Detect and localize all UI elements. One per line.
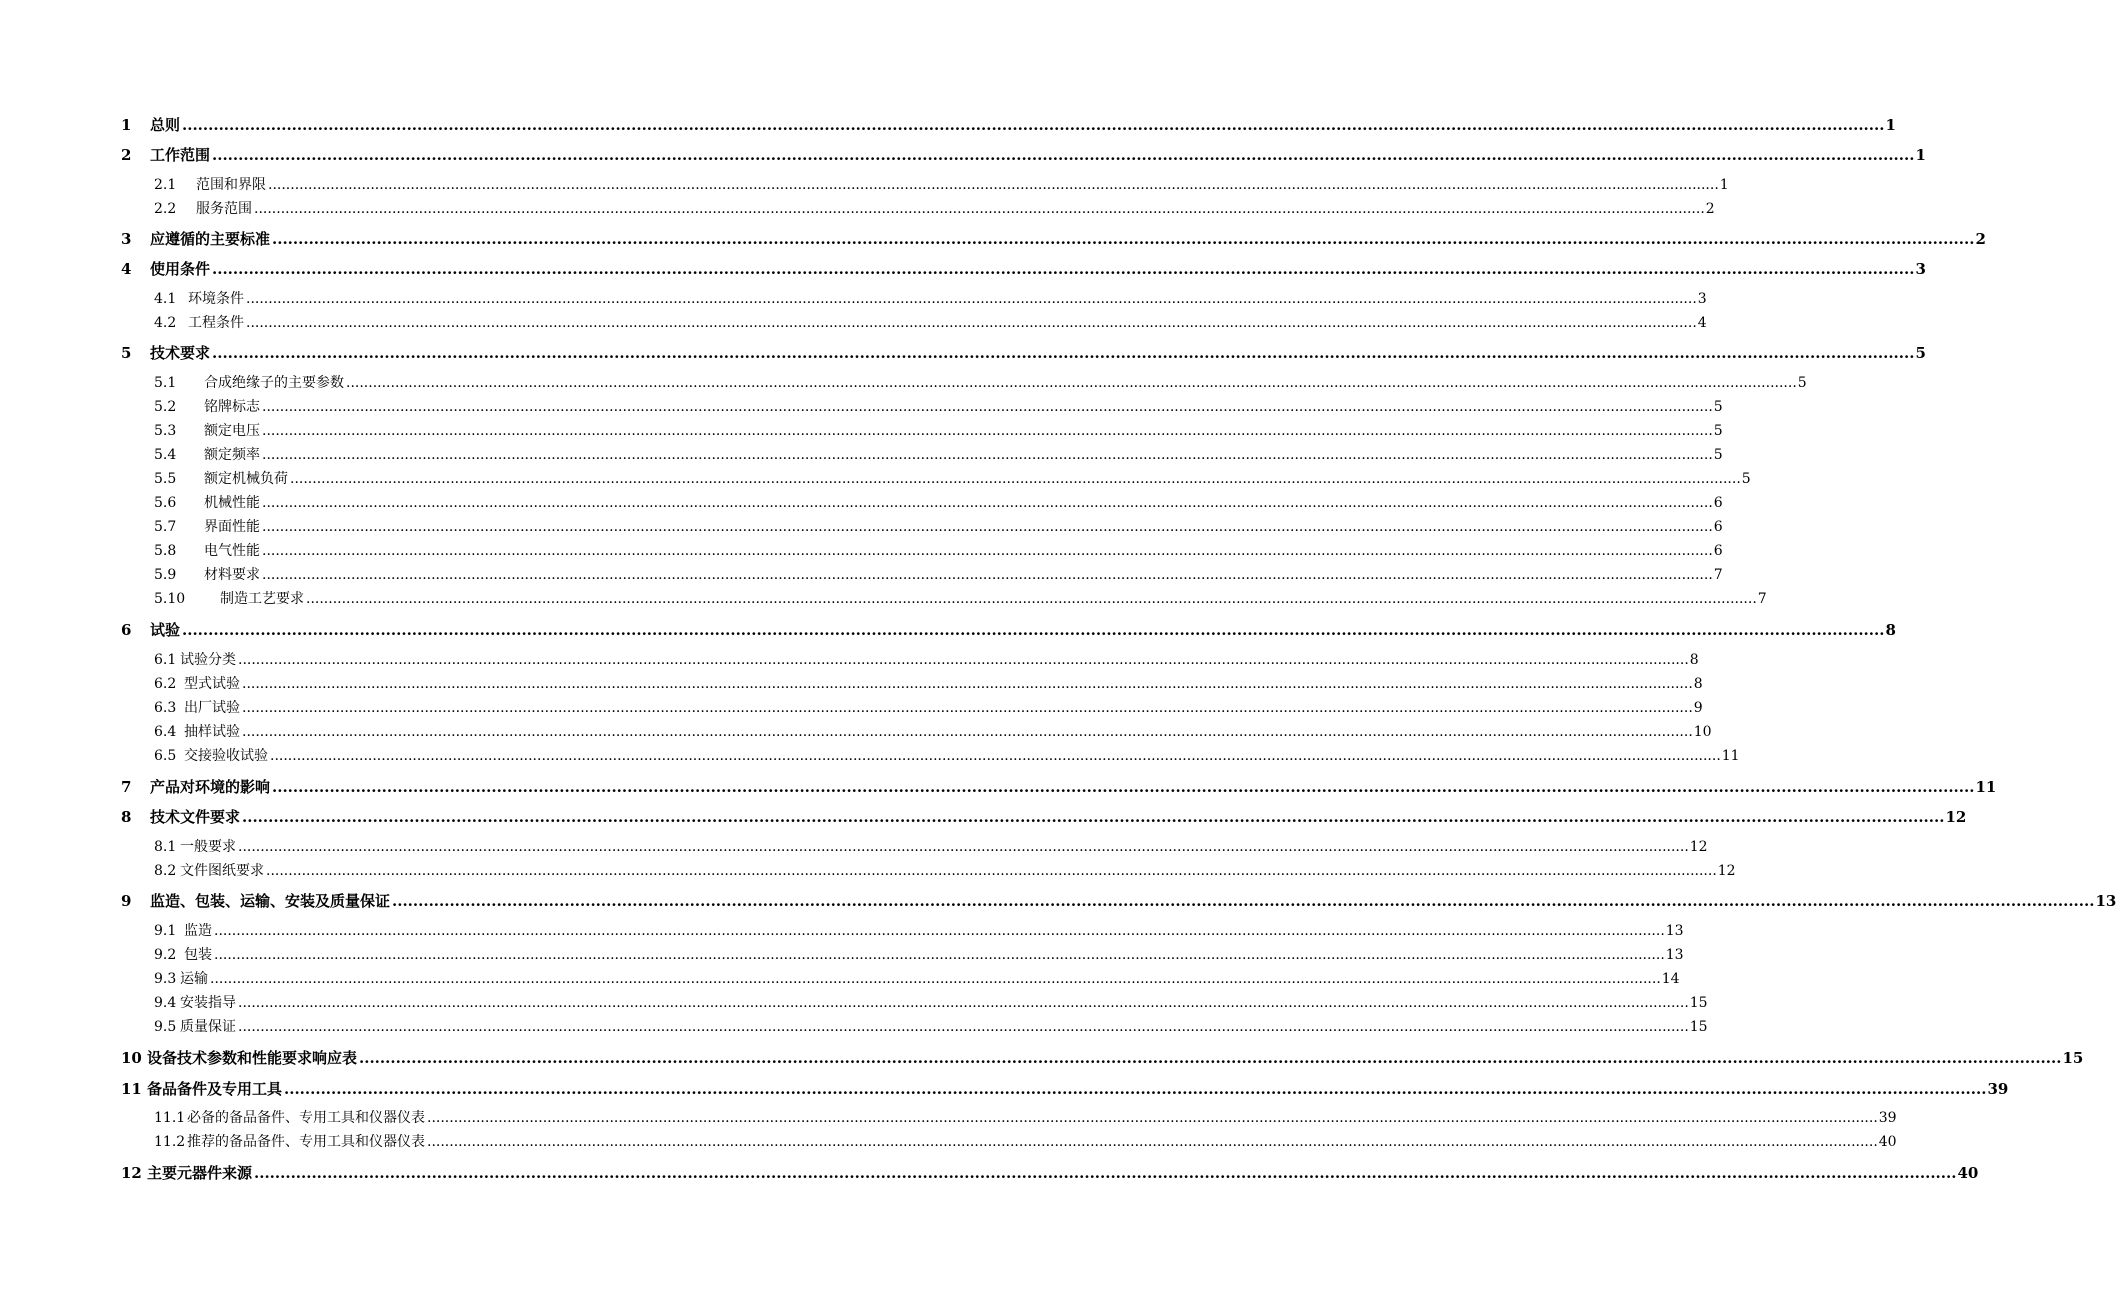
toc-section[interactable] xyxy=(0,444,1723,466)
toc-page-number: 8 xyxy=(1689,652,1699,668)
toc-number: 9.1 xyxy=(154,923,177,939)
toc-page-number: 5 xyxy=(1713,399,1723,415)
toc-section[interactable] xyxy=(0,673,1703,695)
toc-dot-leader xyxy=(238,1016,1689,1038)
toc-section[interactable] xyxy=(0,288,1707,310)
toc-number: 9.5 xyxy=(154,1019,177,1035)
toc-page-number: 8 xyxy=(1693,676,1703,692)
toc-dot-leader xyxy=(284,1078,1986,1100)
toc-section[interactable] xyxy=(0,1131,1897,1153)
toc-page-number: 12 xyxy=(1689,839,1708,855)
toc-dot-leader xyxy=(392,890,2094,912)
toc-title: 材料要求 xyxy=(204,567,260,583)
toc-title: 必备的备品备件、专用工具和仪器仪表 xyxy=(187,1110,425,1126)
toc-page-number: 5 xyxy=(1713,423,1723,439)
toc-section[interactable] xyxy=(0,468,1751,490)
toc-title: 合成绝缘子的主要参数 xyxy=(204,375,344,391)
toc-dot-leader xyxy=(270,745,1721,767)
toc-page-number: 13 xyxy=(1665,947,1684,963)
toc-chapter[interactable] xyxy=(0,1047,2084,1069)
toc-number: 2.2 xyxy=(154,201,177,217)
toc-dot-leader xyxy=(182,619,1884,641)
toc-number: 9.3 xyxy=(154,971,177,987)
toc-dot-leader xyxy=(427,1131,1878,1153)
toc-title: 电气性能 xyxy=(204,543,260,559)
toc-number: 8.2 xyxy=(154,863,177,879)
toc-section[interactable] xyxy=(0,174,1729,196)
toc-title: 界面性能 xyxy=(204,519,260,535)
toc-page-number: 12 xyxy=(1717,863,1736,879)
toc-number: 5.7 xyxy=(154,519,177,535)
toc-number: 12 xyxy=(121,1164,142,1182)
toc-dot-leader xyxy=(427,1107,1878,1129)
toc-section[interactable] xyxy=(0,540,1723,562)
toc-page-number: 14 xyxy=(1661,971,1680,987)
toc-dot-leader xyxy=(262,516,1713,538)
toc-title: 推荐的备品备件、专用工具和仪器仪表 xyxy=(187,1134,425,1150)
toc-section[interactable] xyxy=(0,516,1723,538)
toc-number: 6.4 xyxy=(154,724,177,740)
toc-number: 3 xyxy=(121,230,132,248)
toc-section[interactable] xyxy=(0,396,1723,418)
toc-dot-leader xyxy=(212,144,1914,166)
toc-number: 4 xyxy=(121,260,132,278)
toc-title: 工作范围 xyxy=(150,146,211,164)
toc-chapter[interactable] xyxy=(0,228,1986,250)
toc-number: 1 xyxy=(121,116,132,134)
toc-page-number: 6 xyxy=(1713,543,1723,559)
toc-page-number: 11 xyxy=(1721,748,1740,764)
toc-number: 8 xyxy=(121,808,132,826)
toc-page-number: 5 xyxy=(1741,471,1751,487)
toc-number: 5.5 xyxy=(154,471,177,487)
toc-section[interactable] xyxy=(0,588,1767,610)
toc-dot-leader xyxy=(214,944,1665,966)
toc-title: 范围和界限 xyxy=(196,177,266,193)
toc-number: 4.2 xyxy=(154,315,177,331)
toc-dot-leader xyxy=(346,372,1797,394)
toc-title: 出厂试验 xyxy=(184,700,240,716)
toc-title: 服务范围 xyxy=(196,201,252,217)
toc-chapter[interactable] xyxy=(0,776,1997,798)
toc-section[interactable] xyxy=(0,721,1712,743)
toc-dot-leader xyxy=(290,468,1741,490)
toc-page-number: 1 xyxy=(1719,177,1729,193)
toc-title: 铭牌标志 xyxy=(204,399,260,415)
toc-number: 8.1 xyxy=(154,839,177,855)
toc-number: 5.10 xyxy=(154,591,186,607)
toc-number: 10 xyxy=(121,1049,142,1067)
toc-section[interactable] xyxy=(0,492,1723,514)
toc-number: 6.5 xyxy=(154,748,177,764)
toc-page-number: 1 xyxy=(1885,116,1896,134)
toc-page-number: 6 xyxy=(1713,495,1723,511)
toc-number: 11.2 xyxy=(154,1134,186,1150)
toc-number: 2 xyxy=(121,146,132,164)
toc-section[interactable] xyxy=(0,1107,1897,1129)
toc-dot-leader xyxy=(272,228,1974,250)
toc-section[interactable] xyxy=(0,420,1723,442)
toc-number: 5.1 xyxy=(154,375,177,391)
toc-title: 额定频率 xyxy=(204,447,260,463)
toc-dot-leader xyxy=(306,588,1757,610)
toc-page-number: 2 xyxy=(1975,230,1986,248)
toc-number: 9.2 xyxy=(154,947,177,963)
toc-title: 产品对环境的影响 xyxy=(150,778,271,796)
toc-number: 5.4 xyxy=(154,447,177,463)
toc-page-number: 5 xyxy=(1797,375,1807,391)
toc-title: 监造 xyxy=(184,923,212,939)
toc-dot-leader xyxy=(246,312,1697,334)
toc-page-number: 3 xyxy=(1915,260,1926,278)
toc-chapter[interactable] xyxy=(0,890,2116,912)
toc-dot-leader xyxy=(212,258,1914,280)
toc-title: 使用条件 xyxy=(150,260,211,278)
toc-title: 包装 xyxy=(184,947,212,963)
toc-number: 4.1 xyxy=(154,291,177,307)
toc-chapter[interactable] xyxy=(0,258,1926,280)
toc-title: 制造工艺要求 xyxy=(220,591,304,607)
toc-title: 技术要求 xyxy=(150,344,211,362)
toc-page-number: 9 xyxy=(1693,700,1703,716)
toc-number: 5 xyxy=(121,344,132,362)
toc-chapter[interactable] xyxy=(0,806,1967,828)
toc-title: 机械性能 xyxy=(204,495,260,511)
toc-page-number: 13 xyxy=(1665,923,1684,939)
toc-page-number: 40 xyxy=(1878,1134,1897,1150)
toc-dot-leader xyxy=(242,806,1944,828)
toc-page-number: 11 xyxy=(1975,778,1997,796)
toc-page-number: 3 xyxy=(1697,291,1707,307)
toc-number: 5.9 xyxy=(154,567,177,583)
toc-page-number: 10 xyxy=(1693,724,1712,740)
toc-title: 环境条件 xyxy=(188,291,244,307)
toc-page-number: 40 xyxy=(1957,1164,1979,1182)
toc-section[interactable] xyxy=(0,992,1708,1014)
toc-section[interactable] xyxy=(0,198,1715,220)
toc-page-number: 4 xyxy=(1697,315,1707,331)
toc-number: 6.1 xyxy=(154,652,177,668)
toc-title: 工程条件 xyxy=(188,315,244,331)
toc-number: 5.2 xyxy=(154,399,177,415)
toc-number: 11.1 xyxy=(154,1110,186,1126)
toc-dot-leader xyxy=(272,776,1974,798)
toc-page-number: 7 xyxy=(1713,567,1723,583)
toc-title: 设备技术参数和性能要求响应表 xyxy=(147,1049,358,1067)
toc-title: 试验 xyxy=(150,621,181,639)
toc-section[interactable] xyxy=(0,860,1736,882)
toc-page-number: 2 xyxy=(1705,201,1715,217)
toc-dot-leader xyxy=(242,721,1693,743)
toc-section[interactable] xyxy=(0,920,1684,942)
toc-dot-leader xyxy=(254,198,1705,220)
toc-section[interactable] xyxy=(0,649,1699,671)
toc-page-number: 39 xyxy=(1878,1110,1897,1126)
toc-section[interactable] xyxy=(0,697,1703,719)
toc-section[interactable] xyxy=(0,312,1707,334)
toc-dot-leader xyxy=(242,673,1693,695)
toc-page-number: 7 xyxy=(1757,591,1767,607)
toc-section[interactable] xyxy=(0,564,1723,586)
toc-dot-leader xyxy=(212,342,1914,364)
toc-chapter[interactable] xyxy=(0,144,1926,166)
toc-number: 5.3 xyxy=(154,423,177,439)
toc-title: 应遵循的主要标准 xyxy=(150,230,271,248)
toc-dot-leader xyxy=(262,564,1713,586)
toc-section[interactable] xyxy=(0,944,1684,966)
toc-title: 抽样试验 xyxy=(184,724,240,740)
toc-page-number: 5 xyxy=(1713,447,1723,463)
toc-dot-leader xyxy=(268,174,1719,196)
toc-dot-leader xyxy=(262,420,1713,442)
toc-section[interactable] xyxy=(0,836,1708,858)
toc-dot-leader xyxy=(262,540,1713,562)
toc-chapter[interactable] xyxy=(0,114,1896,136)
toc-title: 监造、包装、运输、安装及质量保证 xyxy=(150,892,391,910)
toc-chapter[interactable] xyxy=(0,342,1926,364)
toc-title: 备品备件及专用工具 xyxy=(147,1080,283,1098)
toc-section[interactable] xyxy=(0,1016,1708,1038)
toc-number: 11 xyxy=(121,1080,142,1098)
toc-title: 额定电压 xyxy=(204,423,260,439)
toc-number: 9.4 xyxy=(154,995,177,1011)
toc-number: 5.8 xyxy=(154,543,177,559)
toc-title: 试验分类 xyxy=(180,652,236,668)
toc-dot-leader xyxy=(214,920,1665,942)
toc-page-number: 12 xyxy=(1945,808,1967,826)
toc-dot-leader xyxy=(238,836,1689,858)
toc-number: 2.1 xyxy=(154,177,177,193)
toc-dot-leader xyxy=(242,697,1693,719)
toc-number: 6.2 xyxy=(154,676,177,692)
toc-dot-leader xyxy=(210,968,1661,990)
toc-title: 额定机械负荷 xyxy=(204,471,288,487)
toc-title: 交接验收试验 xyxy=(184,748,268,764)
toc-section[interactable] xyxy=(0,372,1807,394)
toc-page-number: 6 xyxy=(1713,519,1723,535)
toc-dot-leader xyxy=(262,444,1713,466)
toc-page-number: 5 xyxy=(1915,344,1926,362)
toc-page-number: 39 xyxy=(1987,1080,2009,1098)
toc-dot-leader xyxy=(359,1047,2061,1069)
toc-dot-leader xyxy=(238,992,1689,1014)
toc-chapter[interactable] xyxy=(0,619,1896,641)
toc-title: 运输 xyxy=(180,971,208,987)
toc-dot-leader xyxy=(238,649,1689,671)
toc-page-number: 1 xyxy=(1915,146,1926,164)
toc-section[interactable] xyxy=(0,968,1680,990)
toc-chapter[interactable] xyxy=(0,1078,2009,1100)
toc-number: 6.3 xyxy=(154,700,177,716)
toc-number: 6 xyxy=(121,621,132,639)
toc-page-number: 15 xyxy=(1689,1019,1708,1035)
toc-title: 技术文件要求 xyxy=(150,808,241,826)
toc-page-number: 13 xyxy=(2095,892,2116,910)
toc-title: 文件图纸要求 xyxy=(180,863,264,879)
toc-page-number: 15 xyxy=(2062,1049,2084,1067)
toc-title: 型式试验 xyxy=(184,676,240,692)
toc-page-number: 15 xyxy=(1689,995,1708,1011)
toc-dot-leader xyxy=(266,860,1717,882)
toc-number: 9 xyxy=(121,892,132,910)
toc-number: 5.6 xyxy=(154,495,177,511)
toc-page-number: 8 xyxy=(1885,621,1896,639)
toc-title: 一般要求 xyxy=(180,839,236,855)
toc-chapter[interactable] xyxy=(0,1162,1979,1184)
toc-dot-leader xyxy=(182,114,1884,136)
toc-dot-leader xyxy=(262,396,1713,418)
toc-dot-leader xyxy=(254,1162,1956,1184)
toc-title: 主要元器件来源 xyxy=(147,1164,253,1182)
toc-title: 总则 xyxy=(150,116,181,134)
toc-title: 质量保证 xyxy=(180,1019,236,1035)
toc-title: 安装指导 xyxy=(180,995,236,1011)
toc-number: 7 xyxy=(121,778,132,796)
toc-dot-leader xyxy=(262,492,1713,514)
toc-dot-leader xyxy=(246,288,1697,310)
toc-section[interactable] xyxy=(0,745,1740,767)
